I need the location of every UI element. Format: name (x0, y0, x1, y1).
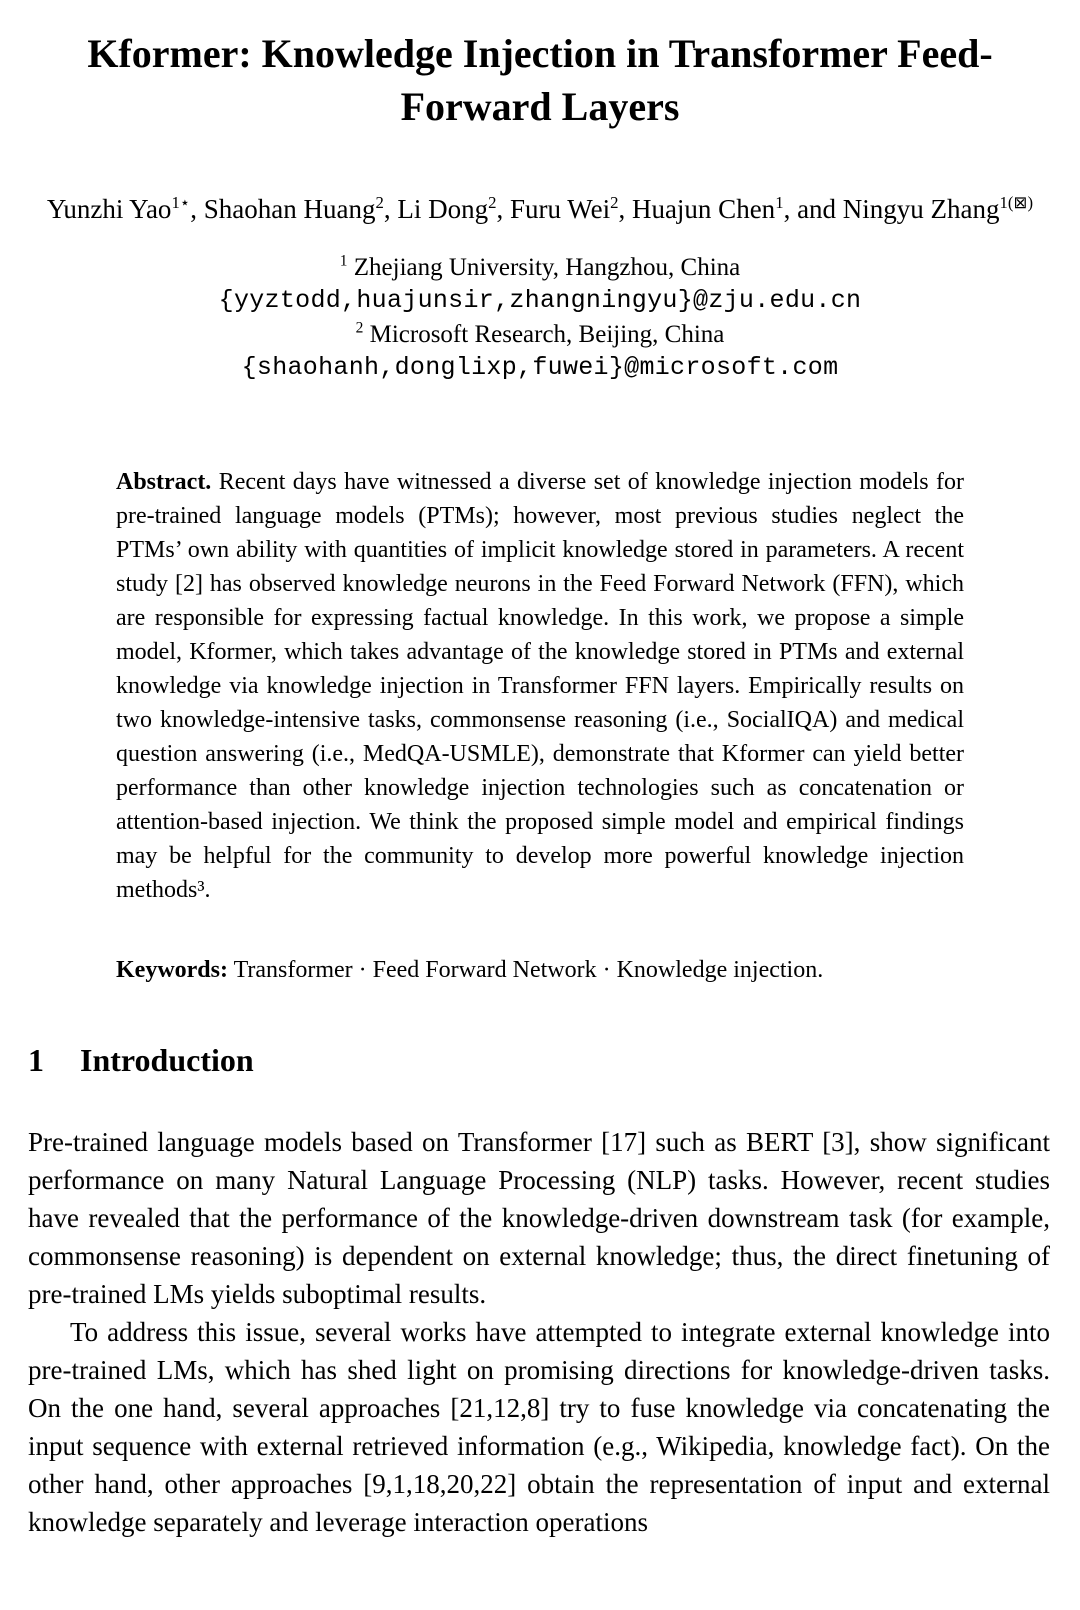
paper-page (0, 28, 1080, 1610)
keywords-label: Keywords: (116, 956, 228, 983)
affiliation-marker: 2 (355, 319, 364, 337)
affiliation-block (0, 251, 1080, 385)
affiliation-2 (0, 318, 1080, 352)
paper-title: Kformer: Knowledge Injection in Transformer Feed-Forward Layers (87, 31, 993, 129)
affiliation-name: Microsoft Research, Beijing, China (369, 320, 725, 348)
intro-paragraph-1: Pre-trained language models based on Transformer [17] such as BERT [3], show significant performance on many Natural Language Processing (NLP) tasks. However, recent studies have revealed that the performance of the knowledge-driven downstream task (for example, commonsense reasoning) is dependent on external knowledge; thus, the direct finetuning of pre-trained LMs yields suboptimal results. (28, 1127, 1050, 1310)
author-affiliation-marker: 1⋆ (171, 192, 191, 212)
abstract-label: Abstract. (116, 468, 212, 495)
affiliation-1 (0, 251, 1080, 285)
affiliation-email-1: {yyztodd,huajunsir,zhangningyu}@zju.edu.cn (218, 286, 862, 316)
author-affiliation-marker: 1 (775, 192, 784, 212)
author-name: , Furu Wei$^2$ (496, 192, 619, 224)
keywords (116, 953, 964, 987)
affiliation-name: Zhejiang University, Hangzhou, China (353, 253, 741, 281)
author-affiliation-marker: 2 (488, 192, 497, 212)
keywords-text: Transformer · Feed Forward Network · Knowledge injection. (233, 956, 824, 983)
section-title: Introduction (80, 1041, 254, 1078)
author-name: , Shaohan Huang$^2$ (190, 192, 384, 224)
section-number: 1 (28, 1041, 44, 1078)
intro-paragraph-2: To address this issue, several works have attempted to integrate external knowledge into pre-trained LMs, which has shed light on promising directions for knowledge-driven tasks. On the one hand, several approaches [21,12,8] try to fuse knowledge via concatenating the input sequence with external retrieved information (e.g., Wikipedia, knowledge fact). On the other hand, other approaches [9,1,18,20,22] obtain the representation of input and external knowledge separately and leverage interaction operations (28, 1317, 1050, 1538)
author-list (45, 190, 1035, 229)
author-name: , Li Dong$^2$ (383, 192, 497, 224)
affiliation-email-2: {shaohanh,donglixp,fuwei}@microsoft.com (241, 353, 839, 383)
section-heading-introduction (28, 1041, 1080, 1079)
author-name: Yunzhi Yao$^{1⋆}$ (46, 192, 191, 224)
author-name: , and Ningyu Zhang$^{1(⊠)}$ (783, 192, 1034, 224)
abstract (116, 465, 964, 907)
author-affiliation-marker: 2 (610, 192, 619, 212)
abstract-text: Recent days have witnessed a diverse set of knowledge injection models for pre-trained language models (PTMs); however, most previous studies neglect the PTMs’ own ability with quantities of implicit knowledge stored in parameters. A recent study [2] has observed knowledge neurons in the Feed Forward Network (FFN), which are responsible for expressing factual knowledge. In this work, we propose a simple model, Kformer, which takes advantage of the knowledge stored in PTMs and external knowledge via knowledge injection in Transformer FFN layers. Empirically results on two knowledge-intensive tasks, commonsense reasoning (i.e., SocialIQA) and medical question answering (i.e., MedQA-USMLE), demonstrate that Kformer can yield better performance than other knowledge injection technologies such as concatenation or attention-based injection. We think the proposed simple model and empirical findings may be helpful for the community to develop more powerful knowledge injection methods³. (116, 468, 965, 903)
affiliation-marker: 1 (339, 252, 348, 270)
author-affiliation-marker: 1(⊠) (999, 192, 1034, 212)
author-name: , Huajun Chen$^1$ (618, 192, 784, 224)
author-affiliation-marker: 2 (375, 192, 384, 212)
